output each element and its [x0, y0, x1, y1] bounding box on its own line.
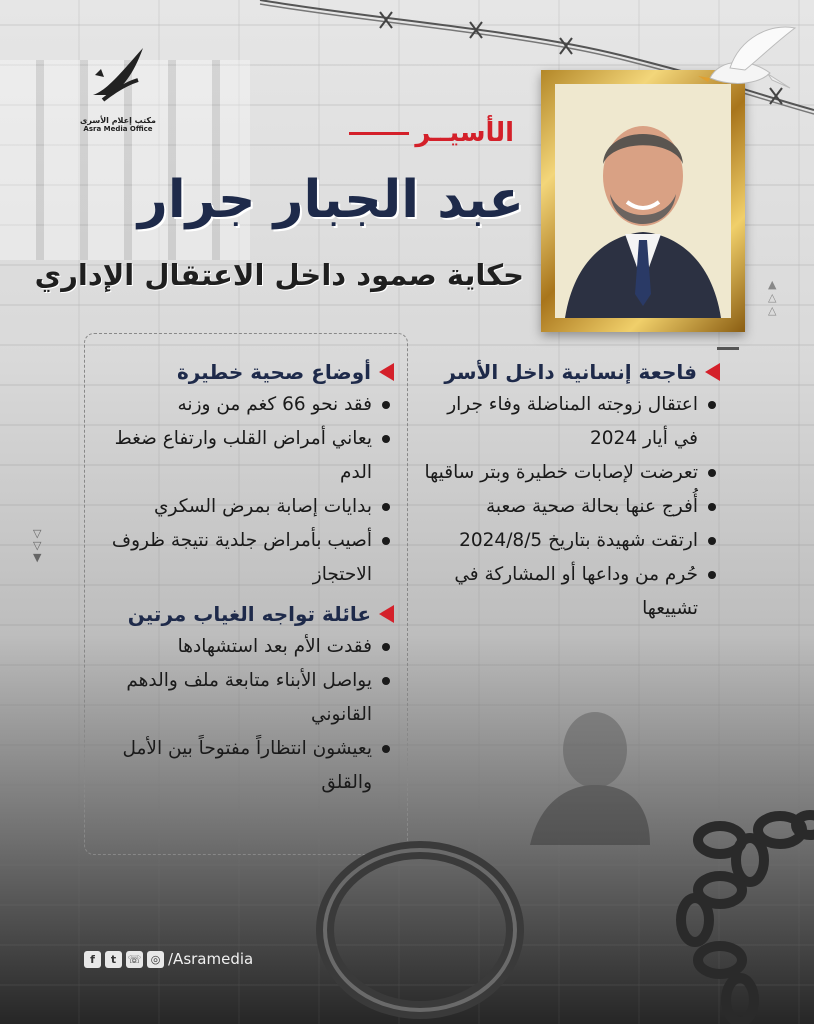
list-item: فقد نحو 66 كغم من وزنه: [94, 388, 394, 422]
person-portrait-icon: [555, 84, 731, 318]
section-title: فاجعة إنسانية داخل الأسر: [444, 360, 697, 384]
social-bar: [84, 950, 253, 968]
list-item: بدايات إصابة بمرض السكري: [94, 490, 394, 524]
organization-logo: [78, 40, 158, 133]
health-list: [94, 388, 394, 592]
section-header-health: [94, 360, 394, 384]
social-handle[interactable]: /Asramedia: [168, 950, 254, 968]
divider: [717, 347, 739, 350]
facebook-icon[interactable]: f: [84, 951, 101, 968]
organization-name-ar: مكتب إعلام الأسرى: [80, 116, 156, 125]
red-triangle-icon: [705, 363, 720, 381]
organization-name-en: Asra Media Office: [83, 125, 153, 133]
section-title: عائلة تواجه الغياب مرتين: [127, 602, 371, 626]
family-list: [94, 630, 394, 800]
handcuffs-icon: [300, 800, 814, 1024]
triangle-decoration-icon: ▲ △ △: [768, 278, 777, 317]
column-right: [420, 360, 720, 626]
list-item: أُفرج عنها بحالة صحية صعبة: [420, 490, 720, 524]
list-item: أصيب بأمراض جلدية نتيجة ظروف الاحتجاز: [94, 524, 394, 592]
portrait-photo: [555, 84, 731, 318]
triangle-decoration-icon: ▽ ▽ ▼: [33, 527, 42, 564]
list-item: يواصل الأبناء متابعة ملف والدهم القانوني: [94, 664, 394, 732]
list-item: تعرضت لإصابات خطيرة وبتر ساقيها: [420, 456, 720, 490]
section-header-tragedy: [420, 360, 720, 384]
red-triangle-icon: [379, 605, 394, 623]
list-item: ارتقت شهيدة بتاريخ 2024/8/5: [420, 524, 720, 558]
tragedy-list: [420, 388, 720, 626]
whatsapp-icon[interactable]: ☏: [127, 952, 142, 966]
section-title: أوضاع صحية خطيرة: [176, 360, 371, 384]
prisoner-name: عبد الجبار جرار: [137, 170, 524, 230]
red-triangle-icon: [379, 363, 394, 381]
column-left: [94, 360, 394, 800]
prisoner-label: الأسيــر: [349, 118, 514, 148]
list-item: يعيشون انتظاراً مفتوحاً بين الأمل والقلق: [94, 732, 394, 800]
list-item: يعاني أمراض القلب وارتفاع ضغط الدم: [94, 422, 394, 490]
list-item: اعتقال زوجته المناضلة وفاء جرار في أيار 2024: [420, 388, 720, 456]
section-header-family: [94, 602, 394, 626]
list-item: حُرم من وداعها أو المشاركة في تشييعها: [420, 558, 720, 626]
poster-subtitle: حكاية صمود داخل الاعتقال الإداري: [34, 258, 524, 292]
instagram-icon[interactable]: ◎: [147, 951, 164, 968]
dove-icon: [690, 18, 800, 118]
twitter-icon[interactable]: t: [105, 951, 122, 968]
list-item: فقدت الأم بعد استشهادها: [94, 630, 394, 664]
logo-mark-icon: [83, 40, 153, 110]
